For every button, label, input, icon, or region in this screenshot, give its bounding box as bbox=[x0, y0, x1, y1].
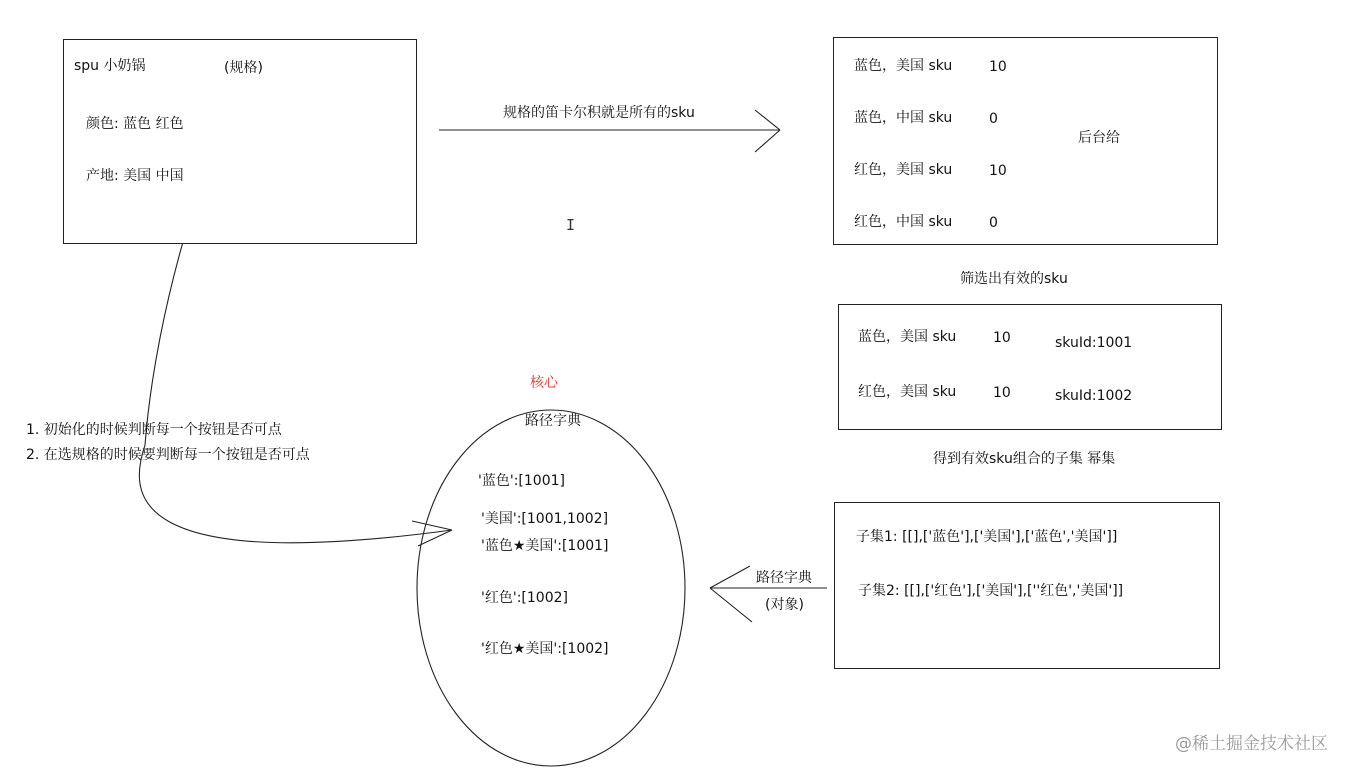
sku-stock: 10 bbox=[989, 59, 1007, 75]
dictionary-entry: '美国':[1001,1002] bbox=[481, 511, 609, 527]
subset-line-2: 子集2: [[],['红色'],['美国'],[''红色','美国']] bbox=[858, 583, 1124, 599]
dictionary-entry: '蓝色★美国':[1001] bbox=[481, 538, 609, 554]
sku-id: skuId:1001 bbox=[1055, 335, 1133, 351]
filter-label: 筛选出有效的sku bbox=[960, 271, 1068, 287]
sku-stock: 10 bbox=[989, 163, 1007, 179]
dictionary-entry: '红色':[1002] bbox=[481, 590, 568, 606]
sku-stock: 10 bbox=[993, 330, 1011, 346]
dictionary-entry: '红色★美国':[1002] bbox=[481, 641, 609, 657]
sku-stock: 0 bbox=[989, 111, 998, 127]
all-skus-box bbox=[833, 37, 1218, 245]
spec-note: (规格) bbox=[224, 60, 263, 76]
backend-label: 后台给 bbox=[1078, 130, 1120, 146]
core-tag: 核心 bbox=[530, 375, 558, 391]
dict-arrow-sublabel: (对象) bbox=[765, 597, 804, 613]
sku-name: 红色，美国 sku bbox=[854, 162, 953, 178]
path-dictionary-ellipse bbox=[417, 410, 685, 766]
watermark: @稀土掘金技术社区 bbox=[1175, 734, 1328, 754]
sku-name: 蓝色，中国 sku bbox=[854, 110, 953, 126]
sku-stock: 0 bbox=[989, 215, 998, 231]
subsets-box bbox=[834, 502, 1220, 669]
sku-name: 蓝色，美国 sku bbox=[858, 329, 957, 345]
sku-name: 红色，中国 sku bbox=[854, 214, 953, 230]
feedback-curve bbox=[139, 206, 452, 546]
sku-id: skuId:1002 bbox=[1055, 388, 1133, 404]
subset-line-1: 子集1: [[],['蓝色'],['美国'],['蓝色','美国']] bbox=[856, 529, 1118, 545]
sku-stock: 10 bbox=[993, 385, 1011, 401]
cartesian-label: 规格的笛卡尔积就是所有的sku bbox=[503, 105, 695, 121]
dict-arrow-label: 路径字典 bbox=[756, 570, 812, 586]
subset-label: 得到有效sku组合的子集 幂集 bbox=[933, 451, 1116, 467]
text-cursor-icon: I bbox=[566, 216, 576, 234]
color-spec-line: 颜色: 蓝色 红色 bbox=[86, 116, 184, 132]
path-dictionary-title: 路径字典 bbox=[525, 413, 581, 429]
spu-box bbox=[63, 39, 417, 244]
note-line-2: 2. 在选规格的时候要判断每一个按钮是否可点 bbox=[26, 447, 310, 463]
sku-name: 蓝色，美国 sku bbox=[854, 58, 953, 74]
note-line-1: 1. 初始化的时候判断每一个按钮是否可点 bbox=[26, 422, 282, 438]
dictionary-entry: '蓝色':[1001] bbox=[478, 473, 565, 489]
sku-name: 红色，美国 sku bbox=[858, 384, 957, 400]
spu-title: spu 小奶锅 bbox=[74, 58, 146, 74]
origin-spec-line: 产地: 美国 中国 bbox=[86, 168, 184, 184]
valid-skus-box bbox=[838, 304, 1222, 430]
